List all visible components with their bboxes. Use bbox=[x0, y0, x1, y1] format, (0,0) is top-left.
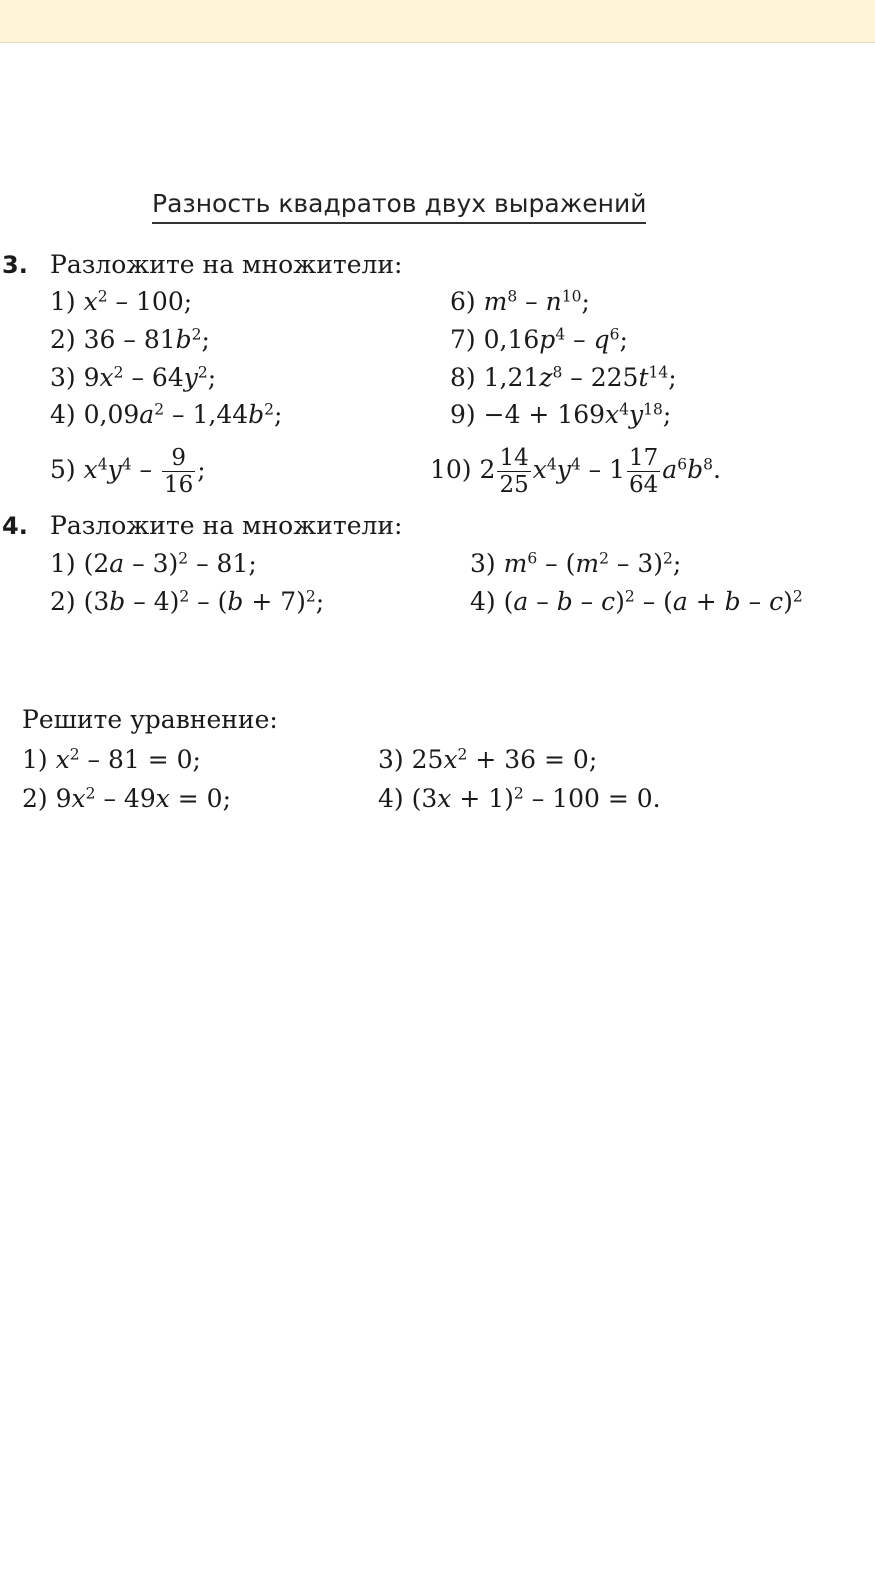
ex3-item-8: 8) $1,21z^8 - 225t^{14}$; bbox=[450, 363, 677, 392]
fraction: $\frac{17}{64}$ bbox=[629, 445, 659, 498]
exercise-3-prompt: Разложите на множители: bbox=[50, 250, 403, 279]
ex3-item-1: 1) $x^2 - 100$; bbox=[50, 287, 193, 316]
exercise-4-prompt: Разложите на множители: bbox=[50, 511, 403, 540]
ex3-item-5: 5) $x^4y^4$ – $\frac{9}{16}$ ; bbox=[50, 445, 206, 498]
top-bar bbox=[0, 0, 875, 43]
ex4-item-4: 4) $(a - b - c)^2 - (a + b - c)^2$ bbox=[470, 587, 803, 616]
eq-item-1: 1) $x^2 - 81 = 0$; bbox=[22, 745, 201, 774]
ex3-item-2: 2) $36 - 81b^2$; bbox=[50, 325, 210, 354]
fraction: $\frac{14}{25}$ bbox=[499, 445, 529, 498]
ex3-item-9: $9) -4 + 169x^4y^{18}$; bbox=[450, 400, 672, 429]
ex3-item-10: 10) 2 $\frac{14}{25}$ $x^4y^4 - 1$ $\frac{17}{64}$ $a^6b^8$. bbox=[430, 445, 721, 498]
exercise-number-3: 3. bbox=[2, 251, 28, 279]
ex3-item-4: 4) $0,09a^2 - 1,44b^2$; bbox=[50, 400, 283, 429]
eq-item-4: 4) $(3x + 1)^2 - 100 = 0$. bbox=[378, 784, 661, 813]
equations-prompt: Решите уравнение: bbox=[22, 705, 278, 734]
ex4-item-1: 1) (2a – 3)$^2$ – 81; bbox=[50, 549, 257, 578]
ex3-item-6: 6) $m^8 - n^{10}$; bbox=[450, 287, 590, 316]
eq-item-3: 3) $25x^2 + 36 = 0$; bbox=[378, 745, 598, 774]
ex3-item-7: 7) $0,16p^4 - q^6$; bbox=[450, 325, 628, 354]
section-title: Разность квадратов двух выражений bbox=[152, 188, 646, 224]
ex3-item-3: 3) $9x^2 - 64y^2$; bbox=[50, 363, 217, 392]
exercise-number-4: 4. bbox=[2, 512, 28, 540]
ex4-item-3: 3) $m^6 - (m^2 - 3)^2$; bbox=[470, 549, 682, 578]
fraction: $\frac{9}{16}$ bbox=[164, 445, 194, 498]
ex4-item-2: 2) $(3b - 4)^2 - (b + 7)^2$; bbox=[50, 587, 325, 616]
eq-item-2: 2) $9x^2 - 49x = 0$; bbox=[22, 784, 232, 813]
